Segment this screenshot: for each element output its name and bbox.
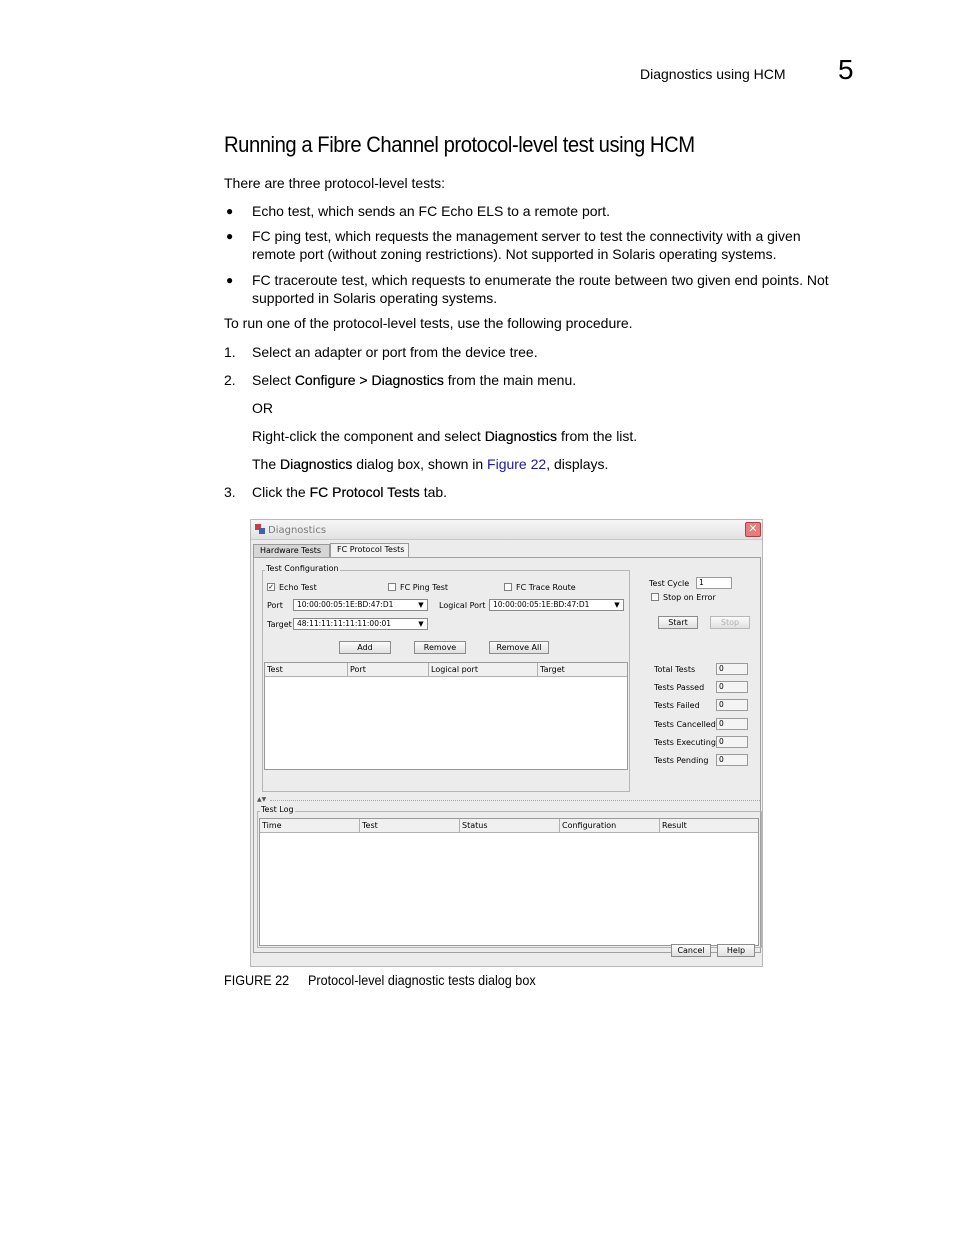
bullet-echo: Echo test, which sends an FC Echo ELS to a remote port. bbox=[252, 203, 610, 219]
column-header[interactable]: Port bbox=[348, 663, 429, 677]
help-button[interactable]: Help bbox=[717, 944, 755, 957]
stat-value: 0 bbox=[716, 699, 748, 711]
diagnostics-dialog bbox=[250, 519, 763, 967]
tab-hardware-tests[interactable]: Hardware Tests bbox=[253, 544, 330, 557]
test-log-legend: Test Log bbox=[261, 805, 294, 814]
column-header[interactable]: Target bbox=[540, 665, 565, 674]
section-heading: Running a Fibre Channel protocol-level test using HCM bbox=[224, 132, 695, 157]
table-header bbox=[260, 819, 758, 833]
test-configuration-table[interactable] bbox=[264, 662, 628, 770]
intro-paragraph: There are three protocol-level tests: bbox=[224, 175, 445, 191]
echo-test-checkbox[interactable]: ✓ bbox=[268, 583, 274, 591]
bullet-ping-line1: FC ping test, which requests the management server to test the connectivity with a given bbox=[252, 228, 801, 244]
bullet-trace-line2: supported in Solaris operating systems. bbox=[252, 290, 498, 306]
splitter-arrows-icon[interactable]: ▲▼ bbox=[257, 796, 267, 803]
chevron-down-icon: ▼ bbox=[415, 600, 427, 610]
remove-all-button[interactable]: Remove All bbox=[489, 641, 549, 654]
step-1: Select an adapter or port from the device tree. bbox=[252, 344, 538, 360]
figure-caption: Protocol-level diagnostic tests dialog box bbox=[308, 972, 536, 988]
test-cycle-label: Test Cycle bbox=[649, 579, 690, 588]
step-number: 3. bbox=[224, 484, 236, 500]
dialog-titlebar bbox=[251, 520, 762, 540]
target-select[interactable]: 48:11:11:11:11:11:00:01 ▼ bbox=[293, 618, 428, 630]
running-header: Diagnostics using HCM bbox=[640, 66, 786, 82]
chapter-number: 5 bbox=[838, 54, 854, 85]
column-header[interactable]: Test bbox=[265, 663, 348, 677]
chevron-down-icon: ▼ bbox=[611, 600, 623, 610]
column-header[interactable]: Logical port bbox=[429, 663, 538, 677]
fc-trace-route-checkbox[interactable] bbox=[504, 583, 512, 591]
bullet-dot: ● bbox=[226, 204, 234, 218]
step-number: 1. bbox=[224, 344, 236, 360]
dialog-displays-text: The Diagnostics dialog box, shown in Figure 22, displays. bbox=[252, 456, 609, 472]
column-header[interactable]: Configuration bbox=[560, 819, 660, 833]
logical-port-label: Logical Port bbox=[439, 601, 486, 610]
stat-label: Tests Passed bbox=[654, 683, 705, 692]
app-icon bbox=[254, 523, 266, 535]
stat-label: Tests Failed bbox=[654, 701, 700, 710]
bullet-ping-line2: remote port (without zoning restrictions). Not supported in Solaris operating systems. bbox=[252, 246, 777, 262]
stop-on-error-checkbox[interactable] bbox=[651, 593, 659, 601]
stop-button[interactable]: Stop bbox=[710, 616, 750, 629]
bullet-dot: ● bbox=[226, 229, 234, 243]
fc-ping-test-checkbox[interactable] bbox=[388, 583, 396, 591]
stat-value: 0 bbox=[716, 681, 748, 693]
figure-link[interactable]: Figure 22 bbox=[487, 456, 547, 472]
table-header bbox=[265, 663, 627, 677]
cancel-button[interactable]: Cancel bbox=[671, 944, 711, 957]
column-header[interactable]: Result bbox=[662, 821, 687, 830]
chevron-down-icon: ▼ bbox=[415, 619, 427, 629]
stat-label: Tests Cancelled bbox=[654, 720, 716, 729]
column-header[interactable]: Time bbox=[260, 819, 360, 833]
add-button[interactable]: Add bbox=[339, 641, 391, 654]
remove-button[interactable]: Remove bbox=[414, 641, 466, 654]
splitter[interactable] bbox=[270, 800, 760, 801]
test-log-table[interactable] bbox=[259, 818, 759, 946]
column-header[interactable]: Status bbox=[460, 819, 560, 833]
stop-on-error-label: Stop on Error bbox=[663, 593, 716, 602]
procedure-intro: To run one of the protocol-level tests, use the following procedure. bbox=[224, 315, 633, 331]
step-number: 2. bbox=[224, 372, 236, 388]
stat-value: 0 bbox=[716, 663, 748, 675]
stat-label: Total Tests bbox=[654, 665, 696, 674]
logical-port-select[interactable]: 10:00:00:05:1E:BD:47:D1 ▼ bbox=[489, 599, 624, 611]
bullet-dot: ● bbox=[226, 273, 234, 287]
bullet-trace-line1: FC traceroute test, which requests to enumerate the route between two given end points. Not bbox=[252, 272, 829, 288]
start-button[interactable]: Start bbox=[658, 616, 698, 629]
tab-panel bbox=[253, 557, 761, 953]
port-select[interactable]: 10:00:00:05:1E:BD:47:D1 ▼ bbox=[293, 599, 428, 611]
column-header[interactable]: Test bbox=[360, 819, 460, 833]
step-3: Click the FC Protocol Tests tab. bbox=[252, 484, 448, 500]
stat-value: 0 bbox=[716, 754, 748, 766]
stat-value: 0 bbox=[716, 718, 748, 730]
echo-test-label: Echo Test bbox=[279, 583, 317, 592]
test-configuration-legend: Test Configuration bbox=[266, 564, 339, 573]
tab-fc-protocol-tests[interactable]: FC Protocol Tests bbox=[330, 543, 409, 557]
stat-label: Tests Executing bbox=[654, 738, 716, 747]
stat-value: 0 bbox=[716, 736, 748, 748]
test-cycle-input[interactable]: 1 bbox=[696, 577, 732, 589]
right-click-text: Right-click the component and select Diagnostics from the list. bbox=[252, 428, 638, 444]
close-icon[interactable]: ✕ bbox=[745, 522, 761, 537]
or-text: OR bbox=[252, 400, 273, 416]
figure-label: FIGURE 22 bbox=[224, 972, 290, 988]
target-label: Target bbox=[267, 620, 292, 629]
step-2: Select Configure > Diagnostics from the main menu. bbox=[252, 372, 577, 388]
dialog-title: Diagnostics bbox=[268, 525, 327, 536]
fc-ping-test-label: FC Ping Test bbox=[400, 583, 449, 592]
fc-trace-route-label: FC Trace Route bbox=[516, 583, 576, 592]
port-label: Port bbox=[267, 601, 283, 610]
stat-label: Tests Pending bbox=[654, 756, 709, 765]
